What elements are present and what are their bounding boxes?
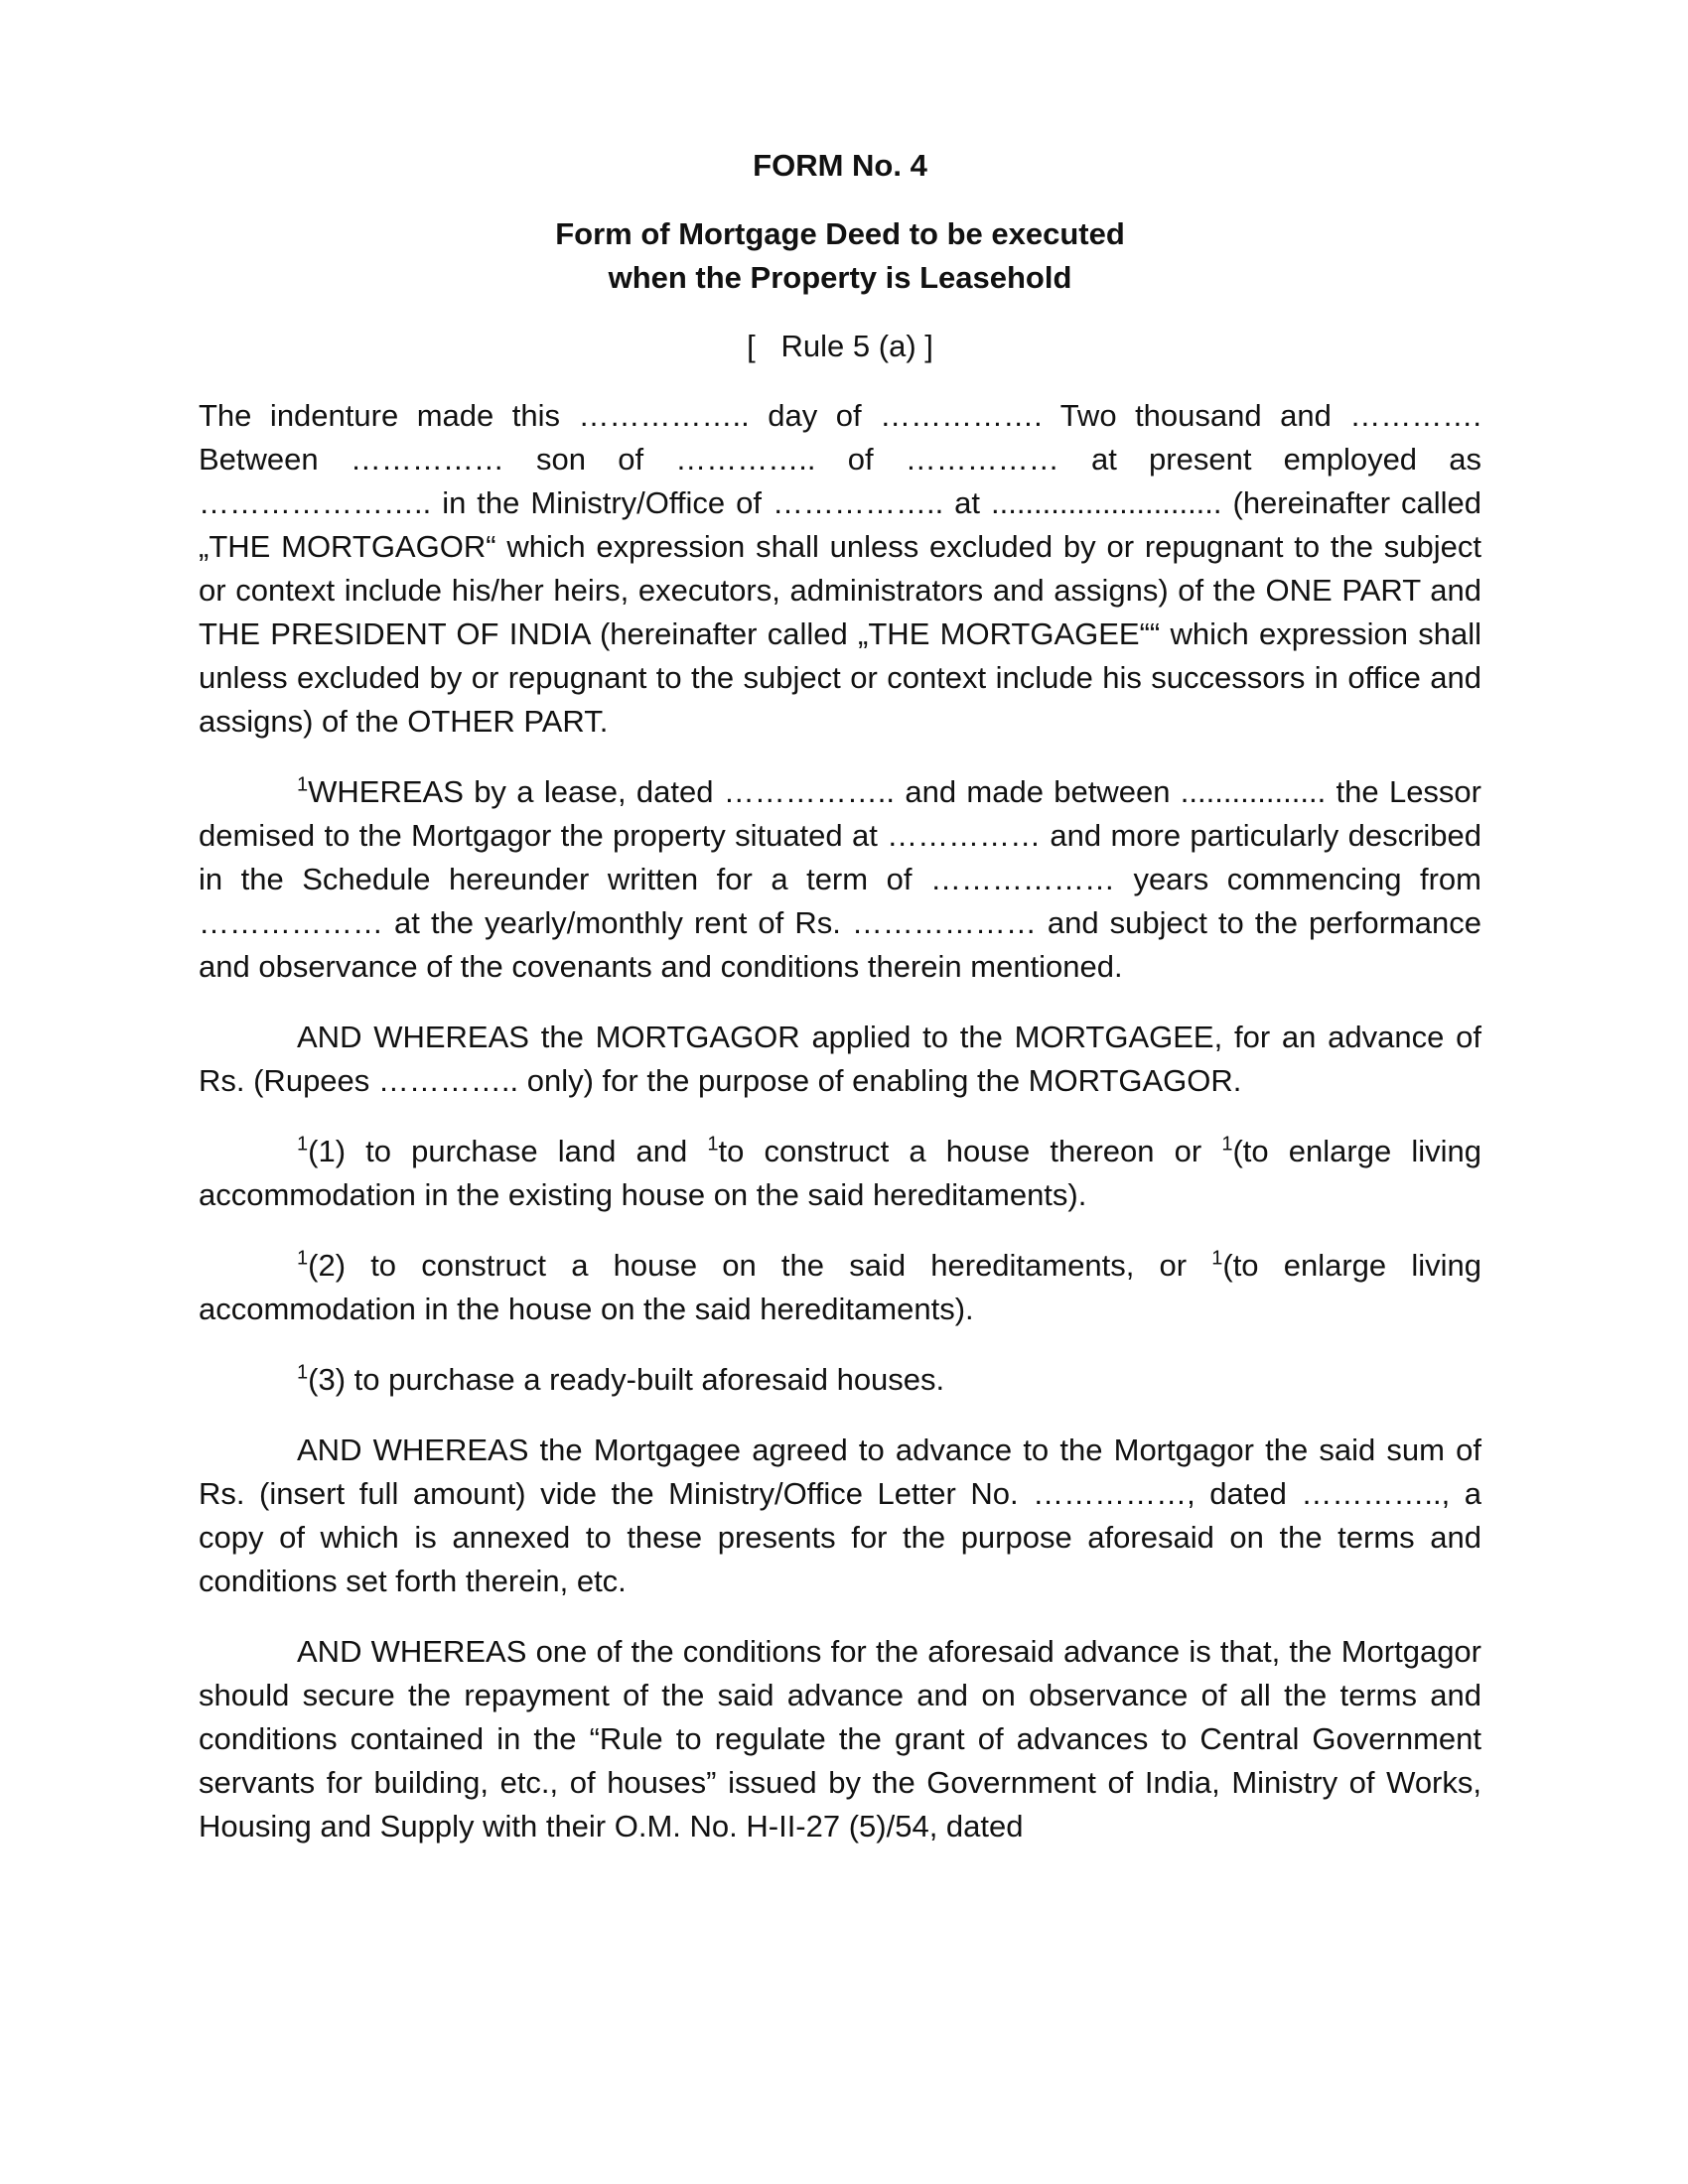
paragraph-text: (to enlarge living accommodation in the house on the said hereditaments). [199, 1248, 1481, 1326]
paragraph-text: (3) to purchase a ready-built aforesaid houses. [308, 1362, 945, 1397]
footnote-marker: 1 [297, 773, 309, 796]
footnote-marker: 1 [297, 1133, 309, 1156]
footnote-marker: 1 [1221, 1133, 1233, 1156]
document-page [199, 144, 1481, 1875]
footnote-marker: 1 [297, 1361, 309, 1384]
paragraph-text: WHEREAS by a lease, dated …………….. and made between ................. the Lessor demised to the Mortgagor the property situated at …………… and more particularly described in the Schedule hereunder written for a term of ……………… years commencing from ……………… at the yearly/monthly rent of Rs. ……………… and subject to the performance and observance of the covenants and conditions therein mentioned. [199, 774, 1481, 984]
paragraph-whereas-applied: AND WHEREAS the MORTGAGOR applied to the MORTGAGEE, for an advance of Rs. (Rupees ………….. only) for the purpose of enabling the MORTGAGOR. [199, 1020, 1481, 1098]
document-title [199, 212, 1481, 300]
footnote-marker: 1 [297, 1247, 309, 1270]
paragraph-option-3 [199, 1358, 1481, 1402]
rule-reference: [ Rule 5 (a) ] [747, 329, 933, 363]
footnote-marker: 1 [707, 1133, 719, 1156]
paragraph-text: to construct a house thereon or [718, 1134, 1222, 1168]
paragraph-whereas-agreed: AND WHEREAS the Mortgagee agreed to advance to the Mortgagor the said sum of Rs. (insert full amount) vide the Ministry/Office Letter No. ……………, dated ………….., a copy of which is annexed to these presents for the purpose aforesaid on the terms and conditions set forth therein, etc. [199, 1433, 1481, 1598]
paragraph-option-2 [199, 1244, 1481, 1331]
paragraph-text: (2) to construct a house on the said hereditaments, or [308, 1248, 1212, 1283]
paragraph-option-1 [199, 1130, 1481, 1217]
paragraph-whereas-conditions: AND WHEREAS one of the conditions for the aforesaid advance is that, the Mortgagor should secure the repayment of the said advance and on observance of all the terms and conditions contained in the “Rule to regulate the grant of advances to Central Government servants for building, etc., of houses” issued by the Government of India, Ministry of Works, Housing and Supply with their O.M. No. H-II-27 (5)/54, dated [199, 1634, 1481, 1843]
paragraph-text: (to enlarge living accommodation in the existing house on the said hereditaments). [199, 1134, 1481, 1212]
title-line-2: when the Property is Leasehold [608, 260, 1072, 295]
paragraph-text: (1) to purchase land and [308, 1134, 708, 1168]
paragraph-whereas-lease [199, 770, 1481, 989]
form-number: FORM No. 4 [753, 148, 927, 183]
paragraph-indenture: The indenture made this …………….. day of ……………. Two thousand and …………. Between …………… son of ………….. of …………… at present employed as ………………….. in the Ministry/Office of …………….. at ........................... (hereinafter called „THE MORTGAGOR“ which expression shall unless excluded by or repugnant to the subject or context include his/her heirs, executors, administrators and assigns) of the ONE PART and THE PRESIDENT OF INDIA (hereinafter called „THE MORTGAGEE““ which expression shall unless excluded by or repugnant to the subject or context include his successors in office and assigns) of the OTHER PART. [199, 398, 1481, 739]
footnote-marker: 1 [1211, 1247, 1223, 1270]
title-line-1: Form of Mortgage Deed to be executed [555, 216, 1125, 251]
